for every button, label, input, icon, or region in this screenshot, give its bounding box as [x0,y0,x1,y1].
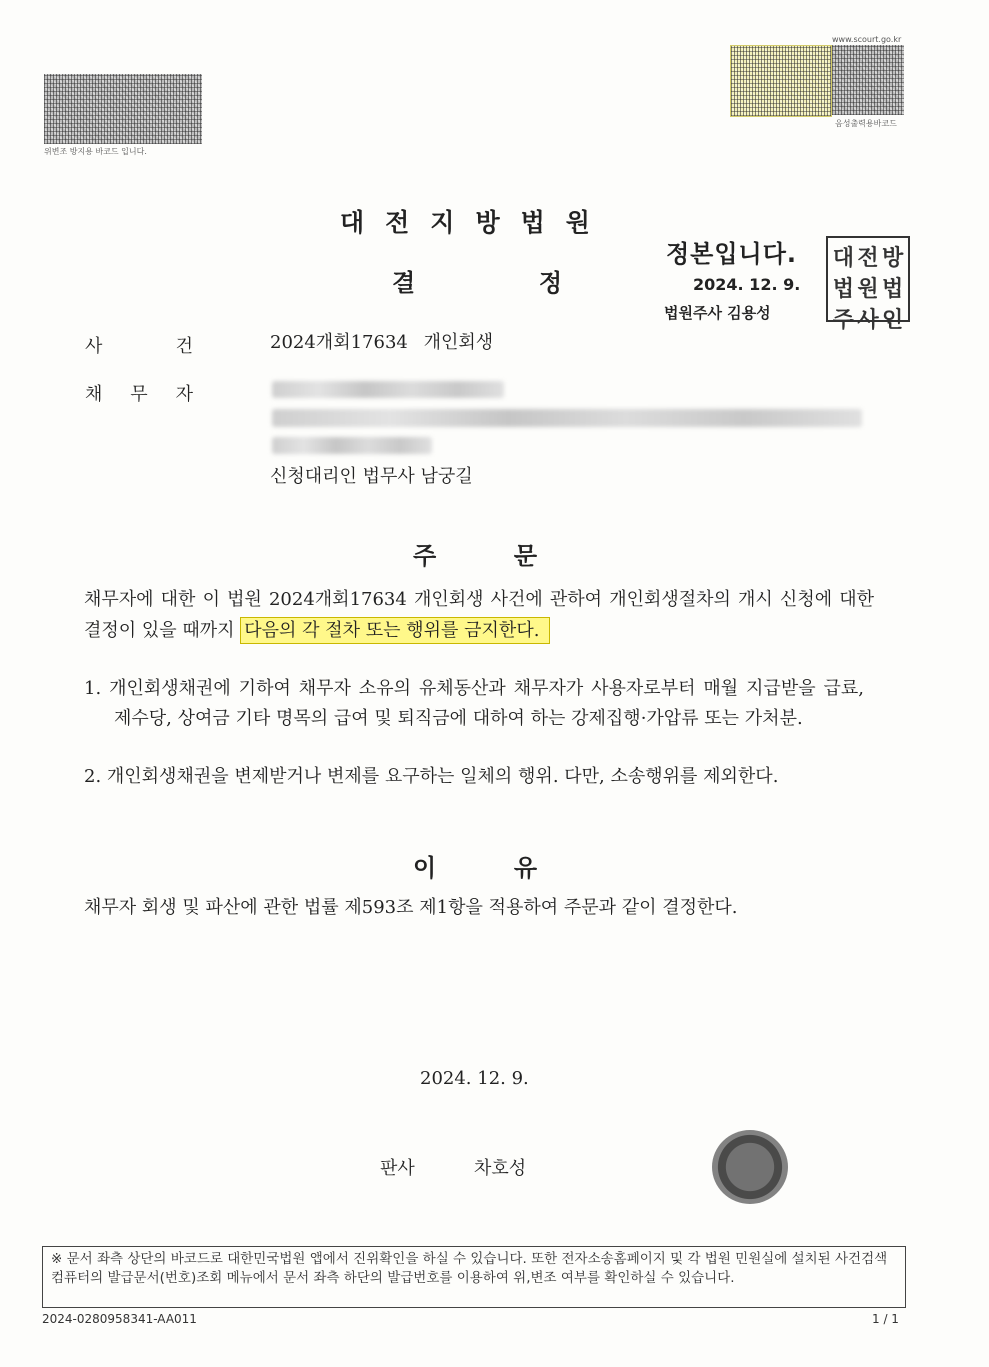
seal-char: 사 [857,307,879,333]
court-url: www.scourt.go.kr [832,35,902,44]
audio-barcode-caption: 음성출력용바코드 [835,119,897,128]
case-label [85,332,193,358]
seal-char: 대 [832,245,854,271]
certification-clerk: 법원주사 김용성 [664,304,771,322]
case-label-char-1: 사 [85,336,103,357]
reason-heading-char-2: 유 [513,854,537,882]
seal-char: 주 [832,307,854,333]
applicant-agent: 신청대리인 법무사 남궁길 [270,466,473,487]
issue-number: 2024-0280958341-AA011 [42,1312,197,1326]
case-label-char-2: 건 [175,336,193,357]
court-name: 대전지방법원 [340,208,611,237]
doc-type-char-2: 정 [538,269,562,297]
order-text [84,584,874,646]
debtor-name-redacted [272,381,504,398]
debtor-address-redacted [272,409,862,427]
seal-char: 원 [857,276,879,302]
audio-barcode[interactable] [832,45,904,115]
authenticity-barcode-caption: 위변조 방지용 바코드 입니다. [44,147,147,156]
seal-char: 전 [857,245,879,271]
judge-seal [712,1130,788,1204]
page-indicator: 1 / 1 [872,1312,899,1326]
order-item-2: 2. 개인회생채권을 변제받거나 변제를 요구하는 일체의 행위. 다만, 소송행위를 제외한다. [84,766,779,787]
debtor-label-char-2: 무 [130,384,148,405]
order-item-1: 1. 개인회생채권에 기하여 채무자 소유의 유체동산과 채무자가 사용자로부터 매월 지급받을 급료, 제수당, 상여금 기타 명목의 급여 및 퇴직금에 대하여 하는 강제집행·가압류 또는 가처분. [84,678,864,729]
debtor-address-redacted-2 [272,437,432,454]
order-heading-char-2: 문 [513,542,537,570]
reason-heading [413,848,537,883]
seal-char: 방 [882,245,904,271]
seal-char: 인 [882,307,904,333]
doc-type-char-1: 결 [392,269,416,297]
footer-notice: ※ 문서 좌측 상단의 바코드로 대한민국법원 앱에서 진위확인을 하실 수 있습니다. 또한 전자소송홈페이지 및 각 법원 민원실에 설치된 사건검색 컴퓨터의 발급문서(번호)조회 메뉴에서 문서 좌측 하단의 발급번호를 이용하여 위,변조 여부를 확인하실 수 있습니다. [42,1246,906,1308]
seal-char: 법 [832,276,854,302]
reason-heading-char-1: 이 [413,854,437,882]
audio-barcode-stamp [730,45,832,117]
order-text-highlight: 다음의 각 절차 또는 행위를 금지한다. [240,617,550,644]
judge-name: 차호성 [474,1158,527,1179]
document-type [392,263,562,298]
certification-label: 정본입니다. [666,240,798,268]
court-seal [826,236,910,333]
judge-title: 판사 [380,1158,415,1179]
order-text-main: 채무자에 대한 이 법원 2024개회17634 개인회생 사건에 관하여 개인회생절차의 개시 신청에 대한 결정이 있을 때까지 [84,589,874,641]
debtor-label-char-3: 자 [175,384,193,405]
debtor-label-char-1: 채 [85,384,103,405]
authenticity-barcode[interactable] [44,74,202,144]
certification-date: 2024. 12. 9. [693,275,801,294]
order-heading-char-1: 주 [413,542,437,570]
reason-text: 채무자 회생 및 파산에 관한 법률 제593조 제1항을 적용하여 주문과 같이 결정한다. [84,897,738,918]
decision-date: 2024. 12. 9. [420,1068,529,1089]
seal-char: 법 [882,276,904,302]
debtor-label [85,380,193,406]
order-heading [413,536,537,571]
case-value: 2024개회17634 개인회생 [270,332,494,353]
